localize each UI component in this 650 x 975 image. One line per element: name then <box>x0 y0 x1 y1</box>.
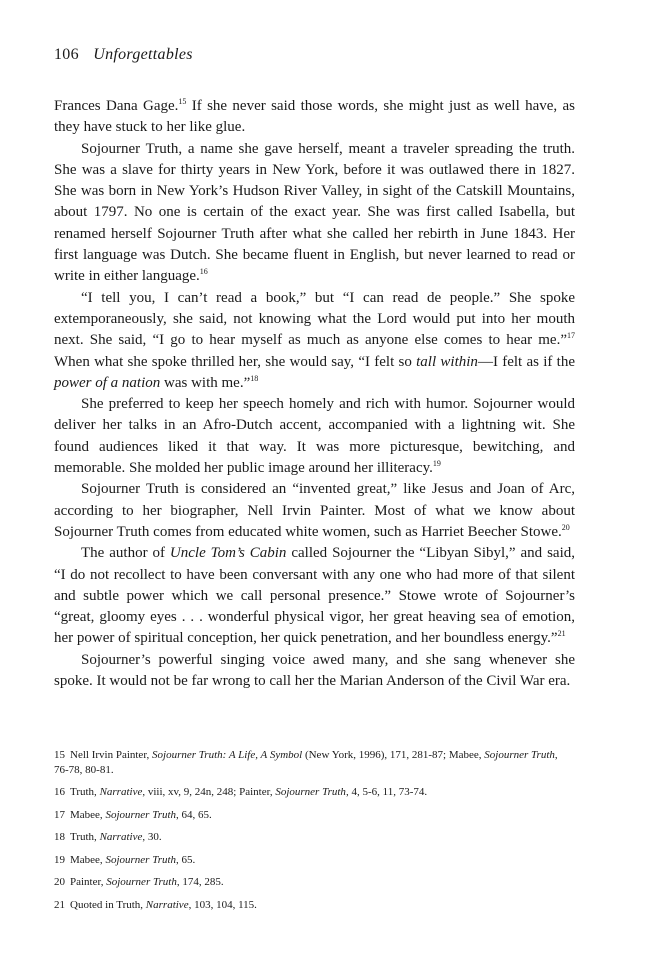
text-run: , 65. <box>176 853 196 866</box>
text-run: Sojourner Truth is considered an “invented great,” like Jesus and Joan of Arc, according to her biographer, Nell Irvin Painter. Most of what we know about Sojourner Truth comes from educated white women, such as Harriet Beecher Stowe. <box>54 481 575 540</box>
text-run: When what she spoke thrilled her, she would say, “I felt so <box>54 353 417 370</box>
italic-text: Narrative <box>145 898 189 911</box>
footnote <box>54 830 575 845</box>
text-run: “I tell you, I can’t read a book,” but “I can read de people.” She spoke extemporaneously, she said, not knowing what the Lord would put into her mouth next. She said, “I go to hear myself as much as anyone else comes to hear me.” <box>54 289 575 349</box>
italic-text: Narrative <box>99 831 143 843</box>
paragraph <box>54 543 575 649</box>
text-run: , 103, 104, 115. <box>188 898 257 911</box>
body-text <box>54 96 575 692</box>
footnote-ref: 16 <box>199 267 208 277</box>
footnote <box>54 898 575 913</box>
footnote-ref: 18 <box>250 373 259 383</box>
paragraph <box>54 96 575 139</box>
text-run: —I felt as if the <box>477 353 576 370</box>
footnote-number: 18 <box>54 831 65 843</box>
page-number: 106 <box>54 46 79 63</box>
footnote-number: 19 <box>54 853 65 866</box>
text-run: Truth, <box>70 831 100 843</box>
text-run: called Sojourner the “Libyan Sibyl,” and said, “I do not recollect to have been conversant with any one who had more of that silent and subtle power which we call personal presence.” Stowe wrote of Sojourner’s “great, gloomy eyes . . . wonderful physical vigor, her great heaving sea of emotion, her power of spiritual conception, her quick penetration, and her boundless energy.” <box>54 545 575 647</box>
footnote <box>54 785 575 800</box>
text-run: , 4, 5-6, 11, 73-74. <box>345 786 428 798</box>
book-title: Unforgettables <box>93 46 193 63</box>
text-run: If she never said those words, she might just as well have, as they have stuck to her like glue. <box>54 98 575 136</box>
paragraph <box>54 479 575 543</box>
text-run: The author of <box>81 545 170 562</box>
italic-text: Sojourner Truth <box>484 749 555 761</box>
text-run: Frances Dana Gage. <box>54 98 179 114</box>
footnote-number: 20 <box>54 876 65 888</box>
italic-text: tall within <box>416 353 478 370</box>
text-run: , 30. <box>142 831 162 843</box>
footnote-ref: 15 <box>178 97 187 106</box>
text-run: , 174, 285. <box>176 876 224 888</box>
italic-text: Sojourner Truth <box>106 876 177 888</box>
paragraph <box>54 139 575 288</box>
footnote-ref: 19 <box>432 459 441 469</box>
footnotes <box>54 748 575 920</box>
footnote-number: 15 <box>54 749 65 761</box>
text-run: Nell Irvin Painter, <box>70 749 153 761</box>
italic-text: power of a nation <box>54 374 161 391</box>
running-head <box>54 46 193 64</box>
footnote-number: 16 <box>54 786 65 798</box>
footnote-number: 21 <box>54 898 65 911</box>
text-run: Mabee, <box>70 808 106 821</box>
text-run: She preferred to keep her speech homely and rich with humor. Sojourner would deliver her talks in an Afro-Dutch accent, accompanied with a lightning wit. She found audiences liked it that way. It was more picturesque, bewitching, and memorable. She molded her public image around her illiteracy. <box>54 396 575 477</box>
italic-text: Sojourner Truth <box>105 808 177 821</box>
italic-text: Narrative <box>99 786 143 798</box>
text-run: was with me.” <box>160 374 251 391</box>
footnote-ref: 20 <box>561 522 570 532</box>
text-run: Quoted in Truth, <box>70 898 146 911</box>
paragraph <box>54 394 575 479</box>
italic-text: Sojourner Truth <box>275 786 346 798</box>
footnote <box>54 808 575 823</box>
italic-text: Uncle Tom’s Cabin <box>169 545 287 562</box>
italic-text: Sojourner Truth <box>105 853 177 866</box>
paragraph <box>54 650 575 693</box>
text-run: , viii, xv, 9, 24n, 248; Painter, <box>142 786 276 798</box>
footnote <box>54 853 575 868</box>
footnote-number: 17 <box>54 808 65 821</box>
italic-text: Sojourner Truth: A Life, A Symbol <box>152 749 303 761</box>
text-run: Truth, <box>70 786 100 798</box>
footnote-ref: 21 <box>557 629 566 639</box>
paragraph <box>54 288 575 394</box>
footnote <box>54 875 575 890</box>
text-run: , 76-78, 80-81. <box>54 749 558 776</box>
footnote-ref: 17 <box>567 331 575 341</box>
text-run: Mabee, <box>70 853 106 866</box>
text-run: Sojourner Truth, a name she gave herself, meant a traveler spreading the truth. She was a slave for thirty years in New York, before it was outlawed there in 1827. She was born in New York’s Hudson River Valley, in sight of the Catskill Mountains, about 1797. No one is certain of the exact year. She was first called Isabella, but renamed herself Sojourner Truth after what she called her rebirth in June 1843. Her first language was Dutch. She became fluent in English, but never learned to read or write in either language. <box>54 140 575 285</box>
footnote <box>54 748 575 777</box>
text-run: , 64, 65. <box>176 808 212 821</box>
text-run: Painter, <box>70 876 107 888</box>
text-run: Sojourner’s powerful singing voice awed many, and she sang whenever she spoke. It would not be far wrong to call her the Marian Anderson of the Civil War era. <box>54 651 575 690</box>
text-run: (New York, 1996), 171, 281-87; Mabee, <box>302 749 485 761</box>
